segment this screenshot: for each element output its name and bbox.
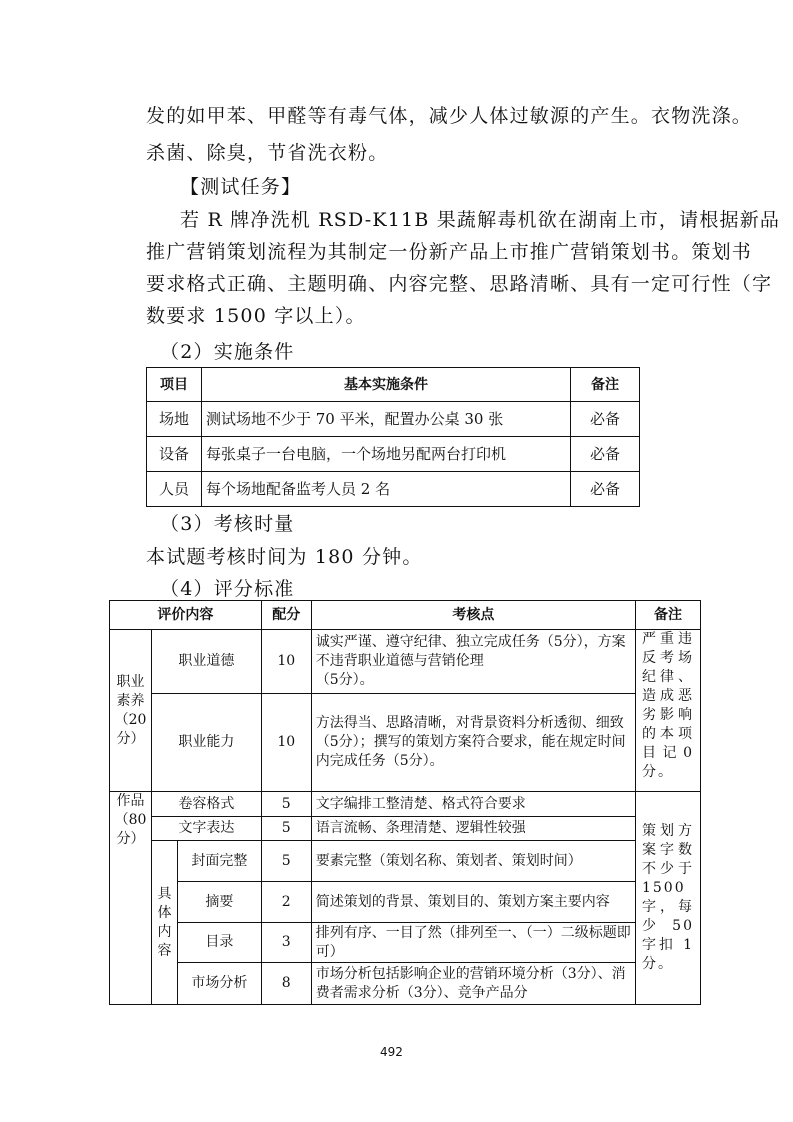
group-note-professional: 严重违反考场纪律、造成恶劣影响的本项目记0分。 bbox=[635, 630, 700, 792]
table-row bbox=[110, 630, 701, 694]
column-header: 基本实施条件 bbox=[202, 368, 571, 402]
cell-item: 市场分析 bbox=[177, 963, 261, 1005]
paragraph-line: 推广营销策划流程为其制定一份新产品上市推广营销策划书。策划书 bbox=[146, 241, 753, 263]
paragraph-line: 杀菌、除臭，节省洗衣粉。 bbox=[146, 142, 389, 164]
cell-criteria: 文字编排工整清楚、格式符合要求 bbox=[311, 792, 635, 817]
table-row bbox=[110, 963, 701, 1005]
table-row bbox=[110, 841, 701, 882]
cell-criteria: 语言流畅、条理清楚、逻辑性较强 bbox=[311, 817, 635, 841]
cell-score: 8 bbox=[261, 963, 311, 1005]
cell-item: 职业道德 bbox=[151, 630, 261, 694]
cell-criteria bbox=[311, 630, 635, 694]
cell-note: 必备 bbox=[571, 437, 640, 472]
cell-item: 设备 bbox=[147, 437, 202, 472]
paragraph-line: 若 R 牌净洗机 RSD-K11B 果蔬解毒机欲在湖南上市，请根据新品 bbox=[180, 209, 781, 231]
cell-score: 5 bbox=[261, 792, 311, 817]
column-header: 备注 bbox=[571, 368, 640, 402]
table-header-row bbox=[110, 601, 701, 630]
cell-note: 必备 bbox=[571, 472, 640, 507]
group-label-professional: 职业素养（20分） bbox=[110, 630, 152, 792]
cell-item: 文字表达 bbox=[151, 817, 261, 841]
cell-criteria: 简述策划的背景、策划目的、策划方案主要内容 bbox=[311, 882, 635, 923]
table-row bbox=[110, 882, 701, 923]
paragraph-line: 发的如甲苯、甲醛等有毒气体，减少人体过敏源的产生。衣物洗涤。 bbox=[146, 105, 753, 127]
cell-item: 目录 bbox=[177, 923, 261, 963]
section-heading-scoring: （4）评分标准 bbox=[160, 578, 295, 600]
cell-score: 10 bbox=[261, 694, 311, 792]
table-row bbox=[110, 694, 701, 792]
column-header: 考核点 bbox=[311, 601, 635, 630]
cell-note: 必备 bbox=[571, 402, 640, 437]
paragraph-line: 数要求 1500 字以上）。 bbox=[146, 305, 366, 327]
cell-score: 2 bbox=[261, 882, 311, 923]
criteria-part: （5分）。 bbox=[315, 672, 374, 688]
cell-score: 5 bbox=[261, 841, 311, 882]
cell-score: 10 bbox=[261, 630, 311, 694]
cell-item: 职业能力 bbox=[151, 694, 261, 792]
section-heading-conditions: （2）实施条件 bbox=[160, 341, 295, 363]
cell-criteria: 市场分析包括影响企业的营销环境分析（3分）、消费者需求分析（3分）、竞争产品分 bbox=[311, 963, 635, 1005]
group-label-work: 作品（80分） bbox=[110, 792, 152, 1005]
table-row bbox=[110, 817, 701, 841]
column-header: 项目 bbox=[147, 368, 202, 402]
column-header: 评价内容 bbox=[110, 601, 262, 630]
table-row bbox=[110, 923, 701, 963]
column-header: 配分 bbox=[261, 601, 311, 630]
cell-item: 摘要 bbox=[177, 882, 261, 923]
cell-condition: 测试场地不少于 70 平米，配置办公桌 30 张 bbox=[202, 402, 571, 437]
table-row bbox=[110, 792, 701, 817]
group-note-work: 策划方案字数不少于 1500 字，每少 50 字扣 1 分。 bbox=[635, 792, 700, 1005]
table-row bbox=[147, 472, 640, 507]
section-heading-test-task: 【测试任务】 bbox=[180, 176, 302, 198]
cell-item: 场地 bbox=[147, 402, 202, 437]
cell-criteria: 方法得当、思路清晰，对背景资料分析透彻、细致（5分）；撰写的策划方案符合要求，能在规定时间内完成任务（5分）。 bbox=[311, 694, 635, 792]
cell-condition: 每个场地配备监考人员 2 名 bbox=[202, 472, 571, 507]
paragraph-line: 要求格式正确、主题明确、内容完整、思路清晰、具有一定可行性（字 bbox=[146, 273, 773, 295]
section-heading-time: （3）考核时量 bbox=[160, 513, 295, 535]
cell-item: 封面完整 bbox=[177, 841, 261, 882]
table-header-row bbox=[147, 368, 640, 402]
sub-group-label: 具体内容 bbox=[151, 841, 177, 1005]
cell-score: 5 bbox=[261, 817, 311, 841]
cell-criteria: 排列有序、一目了然（排列至一、（一）二级标题即可） bbox=[311, 923, 635, 963]
cell-item: 卷容格式 bbox=[151, 792, 261, 817]
table-row bbox=[147, 402, 640, 437]
column-header: 备注 bbox=[635, 601, 700, 630]
scoring-table bbox=[109, 600, 701, 1005]
page-number: 492 bbox=[380, 1045, 403, 1059]
cell-criteria: 要素完整（策划名称、策划者、策划时间） bbox=[311, 841, 635, 882]
cell-score: 3 bbox=[261, 923, 311, 963]
conditions-table bbox=[146, 367, 640, 507]
cell-item: 人员 bbox=[147, 472, 202, 507]
criteria-part: 诚实严谨、遵守纪律、独立完成任务（5分），方案不违背职业道德与营销伦理 bbox=[315, 634, 626, 669]
cell-condition: 每张桌子一台电脑，一个场地另配两台打印机 bbox=[202, 437, 571, 472]
paragraph-line: 本试题考核时间为 180 分钟。 bbox=[146, 546, 423, 568]
table-row bbox=[147, 437, 640, 472]
